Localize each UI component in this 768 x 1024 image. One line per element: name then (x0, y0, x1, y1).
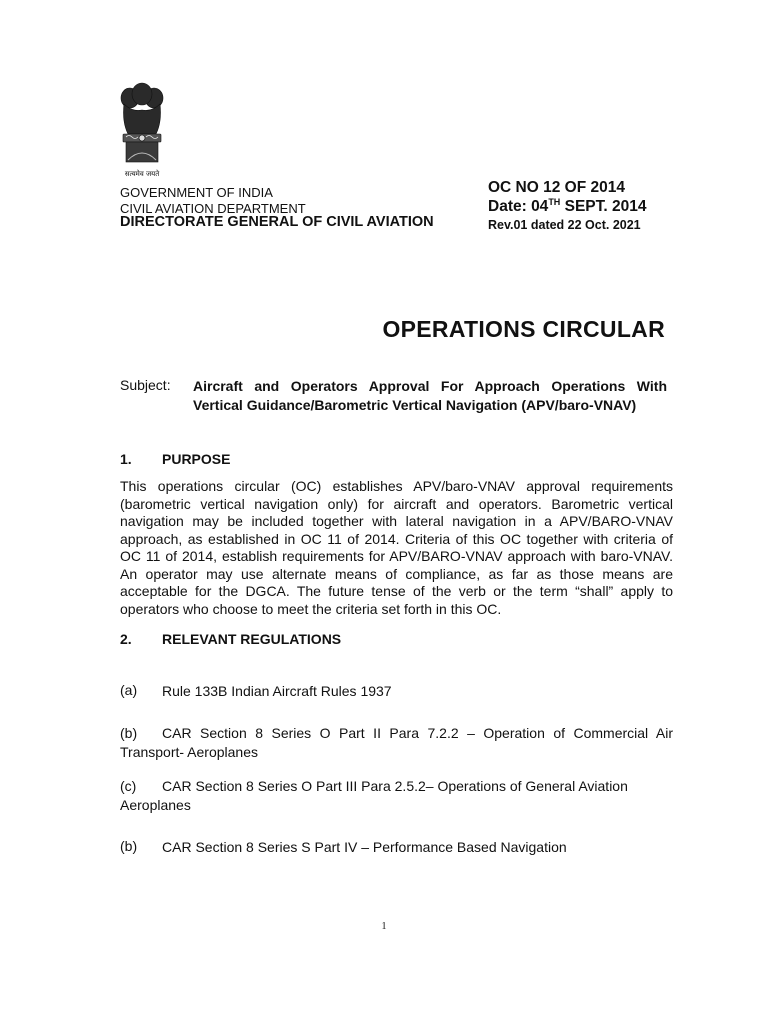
document-title: OPERATIONS CIRCULAR (382, 316, 665, 342)
section-2-heading: RELEVANT REGULATIONS (162, 631, 342, 647)
org-line-department: CIVIL AVIATION DEPARTMENT (120, 201, 306, 216)
subject-text: Aircraft and Operators Approval For Approach Operations With Vertical Guidance/Barometric Vertical Navigation (APV/baro-VNAV) (193, 378, 667, 413)
oc-date: Date: 04TH SEPT. 2014 (488, 196, 647, 215)
revision-note: Rev.01 dated 22 Oct. 2021 (488, 218, 641, 232)
regulation-b-item: (b) CAR Section 8 Series O Part II Para 7.2.2 – Operation of Commercial Air Transport- Aeroplanes (120, 725, 673, 760)
org-line-directorate: DIRECTORATE GENERAL OF CIVIL AVIATION (120, 214, 434, 230)
section-1-body: This operations circular (OC) establishes APV/baro-VNAV approval requirements (barometric vertical navigation only) for aircraft and operators. Barometric vertical navigation may be included together with lateral navigation in a APV/BARO-VNAV approach, as established in OC 11 of 2014. Criteria of this OC together with criteria of OC 11 of 2014, establish requirements for APV/BARO-VNAV approach with baro-VNAV. An operator may use alternate means of compliance, as far as those means are acceptable for the DGCA. The future tense of the verb or the term “shall” apply to operators who choose to meet the criteria set forth in this OC. (120, 478, 673, 617)
regulation-d-label: (b) (120, 838, 138, 854)
section-2-number: 2. (120, 631, 132, 647)
org-line-government: GOVERNMENT OF INDIA (120, 185, 273, 200)
regulation-c-item: (c) CAR Section 8 Series O Part III Para 2.5.2– Operations of General Aviation Aeroplanes (120, 778, 628, 813)
regulation-d-text: CAR Section 8 Series S Part IV – Performance Based Navigation (162, 839, 567, 855)
page-number: 1 (381, 921, 387, 932)
subject-label: Subject: (120, 377, 171, 393)
national-emblem-icon (116, 82, 168, 180)
emblem-motto: सत्यमेव जयते (124, 170, 160, 178)
section-1-heading: PURPOSE (162, 451, 231, 467)
oc-number: OC NO 12 OF 2014 (488, 179, 625, 196)
section-1-number: 1. (120, 451, 132, 467)
regulation-a-label: (a) (120, 682, 138, 698)
regulation-a-text: Rule 133B Indian Aircraft Rules 1937 (162, 683, 392, 699)
